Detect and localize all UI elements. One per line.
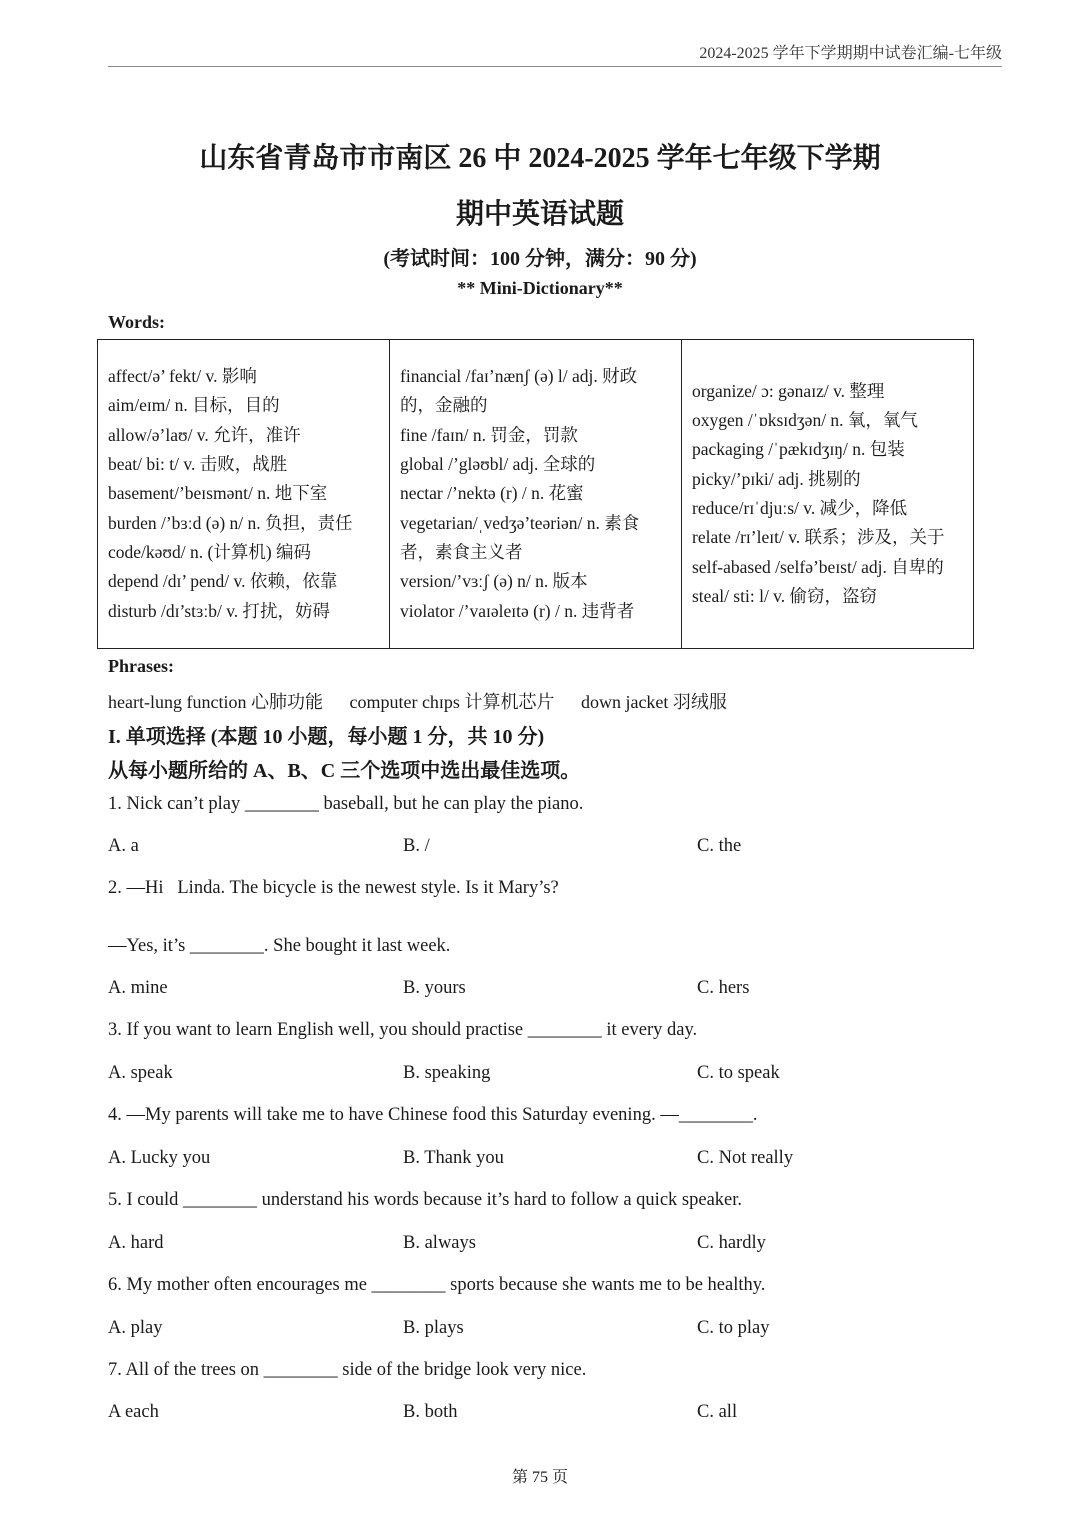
option-c: C. the — [697, 836, 742, 856]
phrases-label: Phrases: — [108, 656, 174, 676]
vocab-entry: allow/ə’laʊ/ v. 允许，准许 — [108, 424, 301, 445]
vocab-entry: basement/’beɪsmənt/ n. 地下室 — [108, 483, 328, 504]
exam-time-score: (考试时间：100 分钟，满分：90 分) — [383, 248, 697, 270]
option-b: B. plays — [403, 1318, 464, 1338]
vocab-entry: steal/ sti: l/ v. 偷窃，盗窃 — [692, 585, 878, 606]
option-a: A. play — [108, 1318, 163, 1338]
section-heading: I. 单项选择 (本题 10 小题，每小题 1 分，共 10 分) — [108, 726, 545, 748]
vocab-entry: violator /’vaɪəleɪtə (r) / n. 违背者 — [400, 600, 635, 621]
question-stem: 7. All of the trees on ________ side of the bridge look very nice. — [108, 1360, 587, 1380]
exam-subtitle: 期中英语试题 — [455, 199, 624, 230]
phrase-item: down jacket 羽绒服 — [580, 692, 727, 712]
question-stem: 4. —My parents will take me to have Chinese food this Saturday evening. —________. — [108, 1105, 758, 1125]
vocab-column-1 — [98, 340, 390, 649]
vocab-entry: beat/ bi: t/ v. 击败，战胜 — [108, 454, 288, 475]
option-a: A. hard — [108, 1233, 164, 1253]
running-header: 2024-2025 学年下学期期中试卷汇编-七年级 — [699, 45, 1002, 62]
vocab-entry: affect/ə’ fekt/ v. 影响 — [108, 366, 257, 387]
vocab-column-3 — [682, 340, 974, 649]
option-a: A. speak — [108, 1063, 173, 1083]
option-b: B. Thank you — [403, 1148, 504, 1168]
question-stem: 2. —Hi Linda. The bicycle is the newest style. Is it Mary’s? — [108, 878, 559, 898]
page-number: 第 75 页 — [511, 1469, 568, 1486]
vocab-entry: self-abased /selfə’beɪst/ adj. 自卑的 — [692, 556, 944, 577]
mini-dictionary-heading: ** Mini-Dictionary** — [457, 278, 623, 298]
phrase-item: computer chɪps 计算机芯片 — [349, 692, 555, 712]
option-c: C. Not really — [697, 1148, 794, 1168]
question-stem: 3. If you want to learn English well, you should practise ________ it every day. — [108, 1020, 698, 1040]
vocab-entry: picky/’pɪki/ adj. 挑剔的 — [692, 468, 861, 489]
option-a: A. Lucky you — [108, 1148, 211, 1168]
option-b: B. / — [403, 836, 430, 856]
option-c: C. to speak — [697, 1063, 780, 1083]
vocab-entry: relate /rɪ’leɪt/ v. 联系；涉及，关于 — [692, 527, 945, 548]
vocab-column-2 — [390, 340, 682, 649]
option-c: C. to play — [697, 1318, 770, 1338]
section-instruction: 从每小题所给的 A、B、C 三个选项中选出最佳选项。 — [108, 760, 581, 782]
question-stem-reply: —Yes, it’s ________. She bought it last week. — [108, 936, 451, 956]
option-a: A each — [108, 1402, 159, 1422]
vocab-entry: burden /’bɜːd (ə) n/ n. 负担，责任 — [108, 512, 353, 533]
vocabulary-table — [97, 339, 974, 649]
option-c: C. all — [697, 1402, 738, 1422]
vocab-entry: global /’gləʊbl/ adj. 全球的 — [400, 454, 596, 475]
phrases-list — [108, 688, 749, 714]
vocab-entry: reduce/rɪˈdjuːs/ v. 减少，降低 — [692, 498, 908, 518]
words-label: Words: — [108, 312, 166, 332]
phrase-item: heart-lung function 心肺功能 — [108, 692, 323, 712]
option-a: A. mine — [108, 978, 168, 998]
question-stem: 1. Nick can’t play ________ baseball, but he can play the piano. — [108, 794, 584, 814]
exam-title: 山东省青岛市市南区 26 中 2024-2025 学年七年级下学期 — [199, 143, 881, 174]
vocab-entry: nectar /’nektə (r) / n. 花蜜 — [400, 483, 584, 504]
vocab-entry: disturb /dɪ’stɜːb/ v. 打扰，妨碍 — [108, 600, 331, 621]
vocab-entry: fine /faɪn/ n. 罚金，罚款 — [400, 424, 578, 445]
vocab-entry: vegetarian/ˌvedʒə’teəriən/ n. 素食者，素食主义者 — [400, 512, 640, 562]
option-b: B. yours — [403, 978, 466, 998]
vocab-entry: financial /faɪ’nænʃ (ə) l/ adj. 财政的，金融的 — [400, 366, 638, 416]
option-b: B. always — [403, 1233, 476, 1253]
vocab-entry: aim/eɪm/ n. 目标，目的 — [108, 395, 280, 416]
vocab-entry: depend /dɪ’ pend/ v. 依赖，依靠 — [108, 571, 338, 592]
vocab-entry: version/’vɜːʃ (ə) n/ n. 版本 — [400, 571, 588, 592]
option-b: B. both — [403, 1402, 458, 1422]
vocab-entry: organize/ ɔ: gənaɪz/ v. 整理 — [692, 380, 885, 401]
question-stem: 5. I could ________ understand his words because it’s hard to follow a quick speaker. — [108, 1190, 743, 1210]
vocab-entry: oxygen /ˈɒksɪdʒən/ n. 氧，氧气 — [692, 410, 918, 431]
question-stem: 6. My mother often encourages me ________ sports because she wants me to be healthy. — [108, 1275, 766, 1295]
option-b: B. speaking — [403, 1063, 491, 1083]
header-divider — [108, 66, 1002, 67]
option-c: C. hardly — [697, 1233, 766, 1253]
vocab-entry: packaging /ˈpækɪdʒɪŋ/ n. 包装 — [692, 439, 905, 460]
option-c: C. hers — [697, 978, 750, 998]
option-a: A. a — [108, 836, 139, 856]
vocab-entry: code/kəʊd/ n. (计算机) 编码 — [108, 541, 312, 562]
